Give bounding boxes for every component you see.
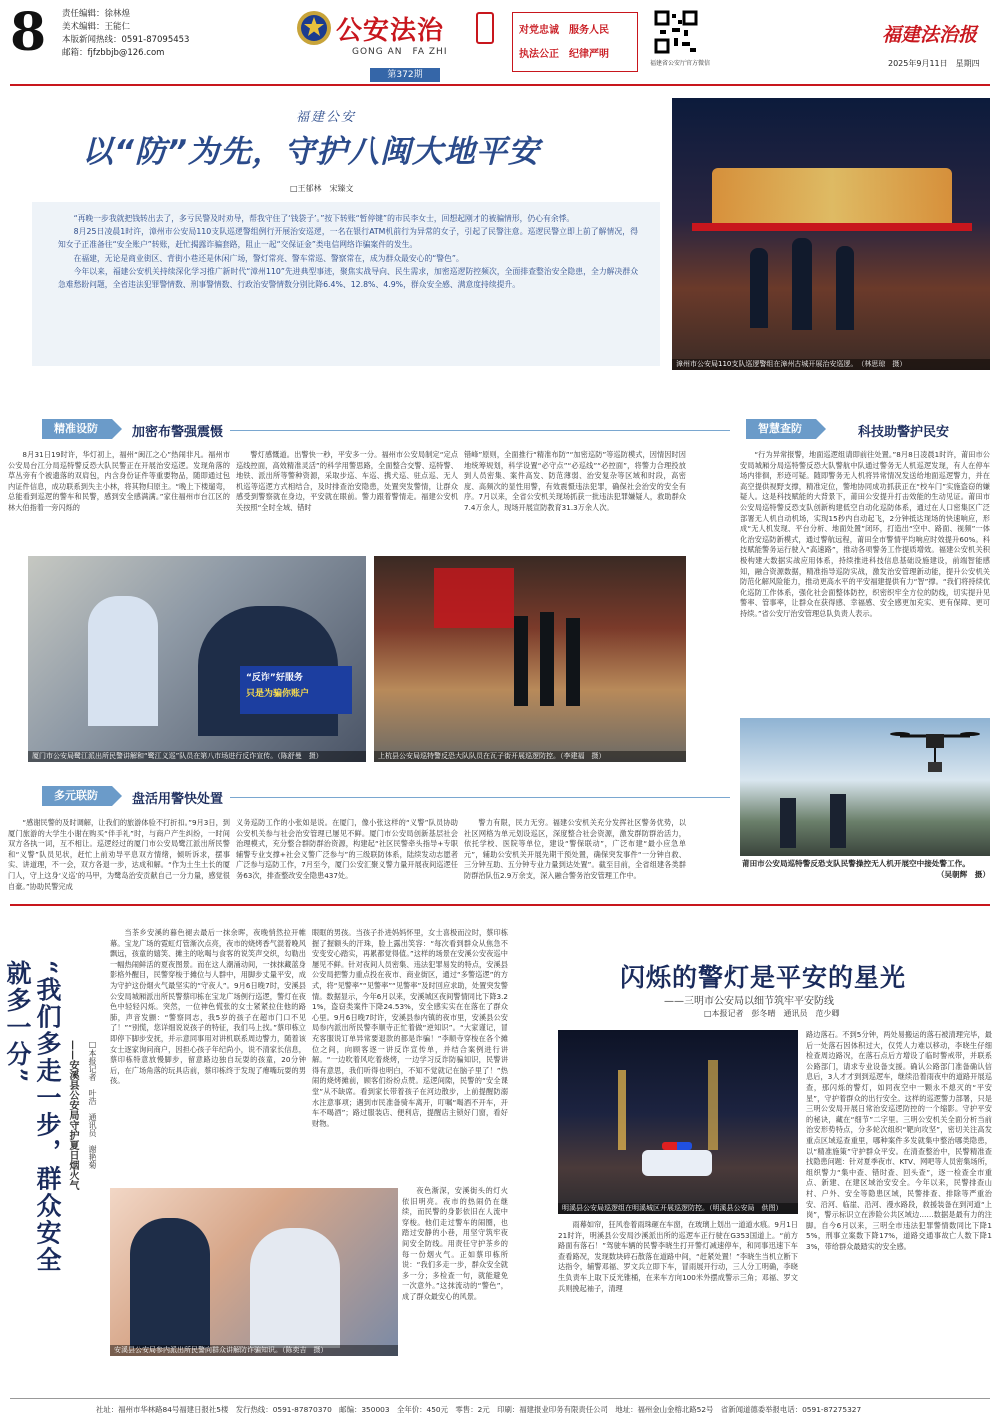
lead-paragraph: 今年以来，福建公安机关持续深化学习推广新时代“漳州110”先进典型事迹，聚焦实战导向、民生需求，加密巡逻防控频次，全面排查整治安全隐患，全力解决群众急难愁盼问题，全省违法犯罪警情数、刑事警情数、行政治安警情数分别比降6.4%、12.8%、4.9%，群众安全感、满意度持续提升。 bbox=[58, 266, 638, 290]
section1-photo-2-credit: （李建福 摄） bbox=[560, 752, 606, 760]
story3-byline: □本报记者 彭冬晴 通讯员 范少卿 bbox=[704, 1009, 840, 1018]
section1-photo-2-caption: 上杭县公安局巡特警反恐大队队员在瓦子街开展巡逻防控。 bbox=[378, 752, 560, 760]
section2-rule bbox=[230, 797, 730, 798]
story3-photo-caption: 明溪县公安局巡逻组在明溪城区开展巡逻防控。 bbox=[562, 1204, 709, 1212]
story2-byline: □本报记者 叶浩 通讯员 谢艳菊 bbox=[88, 1040, 97, 1169]
story3-col-2: 雨幕如帘，狂风卷着雨珠砸在车窗，在玻璃上划出一道道水痕。9月1日21时许，明溪县公安局沙溪派出所的巡逻车正行驶在G353国道上。“前方路面有落石！”驾驶车辆的民警李晓生打开警灯减速停车，和同事迅速下车查看路况，发现数块碎石散落在道路中间，“赶紧处置！”李晓生当机立断下达指令，辅警邓福、罗文兵立即下车，冒雨展开行动，三人分工明确，李晓生负责车上取下反光锥桶，在来车方向100米外摆成警示三角；邓福、罗文兵则挽起袖子，清理 bbox=[558, 1220, 798, 1293]
issue-number: 第372期 bbox=[370, 68, 440, 82]
lead-paragraph: 8月25日凌晨1时许，漳州市公安局110支队巡逻警组例行开展治安巡逻，一名在银行ATM机前行为异常的女子，引起了民警注意。巡逻民警立即上前了解情况，得知女子正准备往“安全账户”转账，赶忙揭露诈骗套路，阻止一起“交保证金”类电信网络诈骗案件的发生。 bbox=[58, 227, 638, 250]
slogan-2: 执法公正 纪律严明 bbox=[519, 49, 609, 60]
story2-col-1: 当茶乡安溪的暮色褪去最后一抹余晖，夜晚悄然拉开帷幕。宝龙广场的霓虹灯管渐次点亮，夜市的烧烤香气混着晚风飘远，孩童的嬉笑、摊主的吆喝与食客的说笑声交织，勾勒出一幅热闹鲜活的夏夜图景。而在这人潮涌动间，一抹抹藏蓝身影格外醒目，民警穿梭于摊位与人群中，用脚步丈量平安，成为守护这份烟火气最坚实的“守夜人”。9月6日晚7时，安溪县公安局城厢派出所民警蔡印栋在宝龙广场例行巡逻，警灯在夜色中轻轻闪烁。突然，一位神色慌张的女士紧紧拉住他的路肺，声音发颤：“警察同志，我5岁的孩子在超市门口不见了！”“别慌，您详细说说孩子的特征，我们马上找。”蔡印栋立即停下脚步安抚，并示意同事用对讲机联系周边警力，随着该女士逐家询问商户，因担心孩子年纪尚小，说不清家长信息，蔡印栋特意放慢脚步，留意路边独自玩耍的孩童，20分钟后，在广场角落的玩具店前，蔡印栋终于发现了瘪嘴玩耍的男孩。 bbox=[110, 928, 306, 1086]
art-editor: 美术编辑：王能仁 bbox=[62, 22, 131, 32]
slogan-box bbox=[512, 12, 638, 72]
section2-heading: 盘活用警快处置 bbox=[132, 792, 224, 807]
anti-fraud-sign-line-2: 只是为骗你账户 bbox=[246, 689, 310, 699]
story2-subtitle: ——安溪县公安局守护夏日烟火气 bbox=[67, 1040, 78, 1190]
story2-vertical-title: “我们多走一步，群众安全就多一分” bbox=[3, 960, 62, 1274]
story3-photo bbox=[558, 1030, 798, 1214]
section-pinyin: GONG AN FA ZHI bbox=[352, 47, 448, 57]
lead-photo-caption: 漳州市公安局110支队巡逻警组在漳州古城开展治安巡逻。 bbox=[676, 360, 854, 368]
qr-code-icon bbox=[654, 10, 698, 54]
anti-fraud-sign-line-1: “反诈”好服务 bbox=[246, 673, 303, 683]
lead-photo bbox=[672, 98, 990, 370]
police-emblem-icon bbox=[296, 10, 332, 46]
story2-photo bbox=[110, 1188, 398, 1356]
email: 邮箱：fjfzbbjb@126.com bbox=[62, 48, 165, 58]
section1-col-3: 错峰”原则，全面推行“精准布防”“加密巡防”等巡防模式，因情因时因地统筹规划，科学设置“必守点”“必巡线”“必控面”，将警力合理投放到人员密集、案件高发、防范薄弱、治安复杂等区域和时段，高密度、高频次的显性用警，有效震慑违法犯罪，确保社会治安的安全有序。7月以来，全省公安机关现场抓获一批违法犯罪嫌疑人，救助群众7.4万余人，现场开展宣防教育31.3万余人次。 bbox=[464, 450, 686, 512]
publish-date: 2025年9月11日 星期四 bbox=[888, 59, 980, 68]
section1-col-2: 警灯感慨道。出警快一秒，平安多一分。福州市公安局制定“定点巡线控面，高效精准灵活”的科学用警思路，全面整合交警、巡特警、地铁、派出所等警种资源，采取步巡、车巡、携犬巡、驻点巡、无人机巡等巡逻方式相结合，及时排查治安隐患，处置突发警情，让群众感受到警察就在身边，平安就在眼前。警力跟着警情走。福建公安机关按照“全时全域、错时 bbox=[236, 450, 458, 512]
section2-col-1: “感谢民警的及时调解，让我们的旅游体验不打折扣。”9月3日，到厦门旅游的大学生小谢在购买“伴手礼”时，与商户产生纠纷，一时间双方各执一词，互不相让。巡逻经过的厦门市公安局鹭江派出所民警和“义警”队员见状，赶忙上前劝导平息双方情绪，倾听诉求，摆事实、讲道理，不一会，双方各退一步，达成和解。“作为土生土长的厦门人，守上这身‘义巡’的马甲，为鹭岛治安贡献自己一分力量，感觉很自豪。”协助民警完成 bbox=[8, 818, 230, 891]
section1-photo-2 bbox=[374, 556, 686, 762]
story2-photo-credit: （陈奕吉 摄） bbox=[282, 1346, 328, 1354]
section1-photo-1-credit: （陈舒曼 摄） bbox=[277, 752, 323, 760]
section1-photo-1 bbox=[28, 556, 366, 762]
section-seal-icon bbox=[476, 12, 494, 44]
right-heading: 科技助警护民安 bbox=[858, 425, 950, 440]
lead-photo-credit: （林思琼 摄） bbox=[860, 360, 907, 368]
slogan-1: 对党忠诚 服务人民 bbox=[519, 25, 609, 36]
section1-photo-1-caption: 厦门市公安局鹭江派出所民警讲解和“鹭江义巡”队员在第八市场进行反诈宣传。 bbox=[32, 752, 278, 760]
tag-precise-defense: 精准设防 bbox=[42, 419, 112, 439]
story3-title: 闪烁的警灯是平安的星光 bbox=[620, 963, 907, 992]
lead-summary-box bbox=[32, 202, 660, 366]
lead-paragraph: 在福建，无论是商业街区、背街小巷还是休闲广场，警灯常亮、警车常巡、警察常在，成为群众最安心的“警色”。 bbox=[73, 253, 464, 263]
tag-smart-defense: 智慧查防 bbox=[746, 419, 816, 439]
story3-subtitle: ——三明市公安局以细节筑牢平安防线 bbox=[664, 996, 834, 1007]
lower-divider bbox=[10, 904, 990, 906]
story2-col-3: 夜色渐深，安溪街头的灯火依旧明亮。夜市的热闹仍在继续，而民警的身影依旧在人流中穿梭。他们走过警车的闹圈，也踏过安静的小巷，用坚守筑牢夜间安全防线。用责任守护茶乡的每一份烟火气。正如蔡印栋所说：“我们多走一步，群众安全就多一分；多检查一句，就能避免一次意外。”这抹流动的“警色”，成了群众最安心的风景。 bbox=[402, 1186, 508, 1301]
paper-name: 福建法治报 bbox=[882, 24, 978, 46]
police-light-icon bbox=[662, 1142, 692, 1150]
qr-caption: 福建省公安厅官方微信 bbox=[650, 60, 711, 67]
drone-photo-caption: 莆田市公安局巡特警反恐支队民警操控无人机开展空中接处警工作。 （吴朝辉 摄） bbox=[742, 859, 990, 879]
lead-paragraph: “再晚一步我就把钱转出去了，多亏民警及时劝导，帮我守住了‘钱袋子’。”按下转账“暂停键”的市民李女士，回想起刚才的被骗情形，仍心有余悸。 bbox=[73, 214, 575, 223]
right-column-text: “行为异常报警，地面巡逻组请即前往处置。”8月8日凌晨1时许，莆田市公安局城厢分局巡特警反恐大队警航中队通过警务无人机巡逻发现，有人在停车场内徘徊，形迹可疑。随即警务无人机将异常情况发送给地面巡逻警力，并在高空提供视野支撑，精准定位，警地协同成功抓获正在“校车门”实施盗窃的嫌疑人。这是科技赋能的大背景下，莆田公安提升打击效能的生动见证。莆田市公安局巡特警反恐支队创新构建低空自动化巡防体系，通过在人口密集区广泛部署无人机自动机场，实现15秒内自动起飞，2分钟抵达现场的快速响应，形成“无人机发现、平台分析、地面处置”闭环，打造出“空中、路面、视频”一体化治安巡防新模式，通过警航远程，莆田全市警情平均响应时效提升60%。科技赋能警务运行驶入“高速路”，推动各项警务工作提质增效。福建公安机关积极构建大数据实战应用体系，持续推进科技信息基础设施建设，前端智能感知，融合资源数据，精准指导巡防实战，激发治安管理新动能，提升公安机关防范化解风险能力，推动更高水平的平安福建提供有力“智”撑。“我们将持续优化巡防工作体系，强化社会面整体防控，织密织牢全方位的防线，切实提升见警率、管事率，让群众在获得感、幸福感、安全感更加充实、更有保障、更可持续。”省公安厅治安管理总队负责人表示。 bbox=[740, 450, 990, 618]
footer-info: 社址：福州市华林路84号福建日报社5楼 发行热线：0591-87870370 邮编：350003 全年价：450元 零售：2元 印刷：福建报业印务有限责任公司 地址：福州金山金榕北路52号 省新闻道德委举报电话：0591-87275327 bbox=[96, 1405, 862, 1414]
story3-photo-credit: （明溪县公安局 供图） bbox=[709, 1204, 783, 1212]
lead-kicker: 福建公安 bbox=[296, 110, 357, 125]
masthead bbox=[0, 0, 1000, 86]
section1-rule bbox=[230, 430, 730, 431]
tag-joint-defense: 多元联防 bbox=[42, 786, 112, 806]
staff-info bbox=[62, 8, 189, 60]
editor: 责任编辑：徐林煌 bbox=[62, 9, 131, 19]
story2-photo-caption: 安溪县公安局参内派出所民警向群众讲解防诈骗知识。 bbox=[114, 1346, 282, 1354]
drone-photo bbox=[740, 718, 990, 856]
page-number: 8 bbox=[10, 2, 47, 63]
section2-col-3: 警力有限，民力无穷。福建公安机关充分发挥社区警务优势，以社区网格为单元划设巡区，深度整合社会资源，激发群防群治活力，依托学校、医院等单位，建设“警保联动”，广泛布建“最小应急单元”，辅助公安机关开展先期干预处置，确保突发事件“一分钟自救、三分钟互助、五分钟专业力量到达处置”。截至目前，全省组建各类群防群治队伍2.9万余支，深入融合警务治安管理工作中。 bbox=[464, 818, 686, 880]
section1-heading: 加密布警强震慑 bbox=[132, 425, 224, 440]
story2-col-2: 眼眶的男孩。当孩子扑进妈妈怀里，女士喜极而泣时，蔡印栋握了握额头的汗珠，脸上露出笑容：“每次看到群众从焦急不安变安心踏实，再累都觉得值。”这样的场景在安溪公安夜巡中屡见不鲜。针对夜间人员密集、违法犯罪易发的特点，安溪县公安局把警力重点投在夜市、商业街区，通过“多警巡逻”的方式，将“见警率”“见警率”“见警率”及时回应求助，处置突发警情。数据显示，今年6月以来，安溪城区夜间警情同比下降3.21%，盗窃类案件下降24.53%，安全感实实在在落在了群众心里。9月6日晚7时许，安溪县参内镇的夜市里，安溪县公安局参内派出所民警李顺寺正忙着做“逆知识”。“大家谨记，冒充客服说订单异常要退款的都是诈骗！”李顺寺穿梭在各个摊位之间，向顾客逐一讲反诈宣传单，并结合案例进行讲解。“一边吹着风吃着烧烤，一边学习反诈防骗知识，民警讲得有意思，我们听得也明白，不知不觉就记在脑子里了！”热闹的烧烤摊前，顾客们纷纷点赞。巡逻间隙，民警的“安全课堂”从不缺席。看到家长带着孩子在河边散步，上前提醒防溺水注意事项；遇到市民准备骑车离开，叮嘱“喝酒不开车，开车不喝酒”；路过服装店、便利店，提醒店主锁好门窗，看好财物。 bbox=[312, 928, 508, 1128]
story3-col-1: 路边落石。不到5分钟，两处易搬运的落石被清理完毕，最后一处落石因体积过大，仅凭人力难以移动，李晓生仔细检查周边路况，在落石点后方增设了临时警戒带，并联系公路部门，请求专业设备支援。确认公路部门准备确认信息后，3人才才到到巡逻车，继续沿着雨夜中的道路开展巡查，那闪烁的警灯，如同夜空中一颗永不熄灭的“平安星”，守护着群众的出行安全。这样的巡逻警力部署，只是三明公安局开展日常治安巡逻防控的一个缩影。守护平安的秘诀，藏在“细节”二字里。三明公安机关全面分析当前治安形势特点，分多轮次组织“靶向攻坚”，密切关注高发重点区域巡查重里，哪种案件多发就集中整治哪类隐患，以“精准施策”守护群众平安。在清查整治中，民警精准查找隐患问题：针对夏季夜市、KTV、网吧等人员密集场所，组织警力“集中查、错时查、回头查”，逐一检查全市重点、新建、在建区域治安安全。今年以来，民警排查山村、户外、安全等隐患区域，民警排查、排除等严重治安、沿河、临崖、沿河、漫水路段，救援装备在到河道“上岗”，警示标识立在涉险公共区域边……数据是最有力的注脚。自今6月以来，三明全市违法犯罪警情数同比下降15%，刑事立案数下降17%，道路交通事故亡人数下降13%，带给群众最踏实的安全感。 bbox=[806, 1030, 992, 1251]
drone-icon bbox=[890, 726, 980, 780]
lead-byline: □王郁林 宋臻文 bbox=[290, 184, 354, 193]
hotline: 本版新闻热线：0591-87095453 bbox=[62, 35, 190, 45]
footer-rule bbox=[10, 1398, 990, 1399]
masthead-rule bbox=[10, 84, 990, 86]
lead-title: 以“防”为先，守护八闽大地平安 bbox=[82, 134, 540, 170]
section1-col-1: 8月31日19时许，华灯初上，福州“闽江之心”热闹非凡。福州市公安局台江分局巡特警反恐大队民警正在开展治安巡逻。发现角落的草丛旁有个被遗落的双肩包，内含身份证件等重要物品，随即通过包内证件信息，成功联系到失主小林，将其物归原主。“晚上下楼遛弯，总能看到巡逻的警车和民警，感到安全感满满。”家住福州市台江区的林大伯指着一旁闪烁的 bbox=[8, 450, 230, 512]
section-title: 公安法治 bbox=[336, 16, 445, 46]
section2-col-2: 义务巡防工作的小张如是说。在厦门，像小张这样的“义警”队员协助公安机关参与社会治安管理已屡见不鲜。厦门市公安局创新基层社会治理模式，充分整合群防群治资源，构建起“社区民警牵头指导+专职辅警专业支撑+社会义警广泛参与”的三级联防体系，陆续发动志愿者广泛参与巡防工作，7月至今，厦门公安汇聚义警力量开展夜间巡逻任务63次，排查整改安全隐患437处。 bbox=[236, 818, 458, 880]
